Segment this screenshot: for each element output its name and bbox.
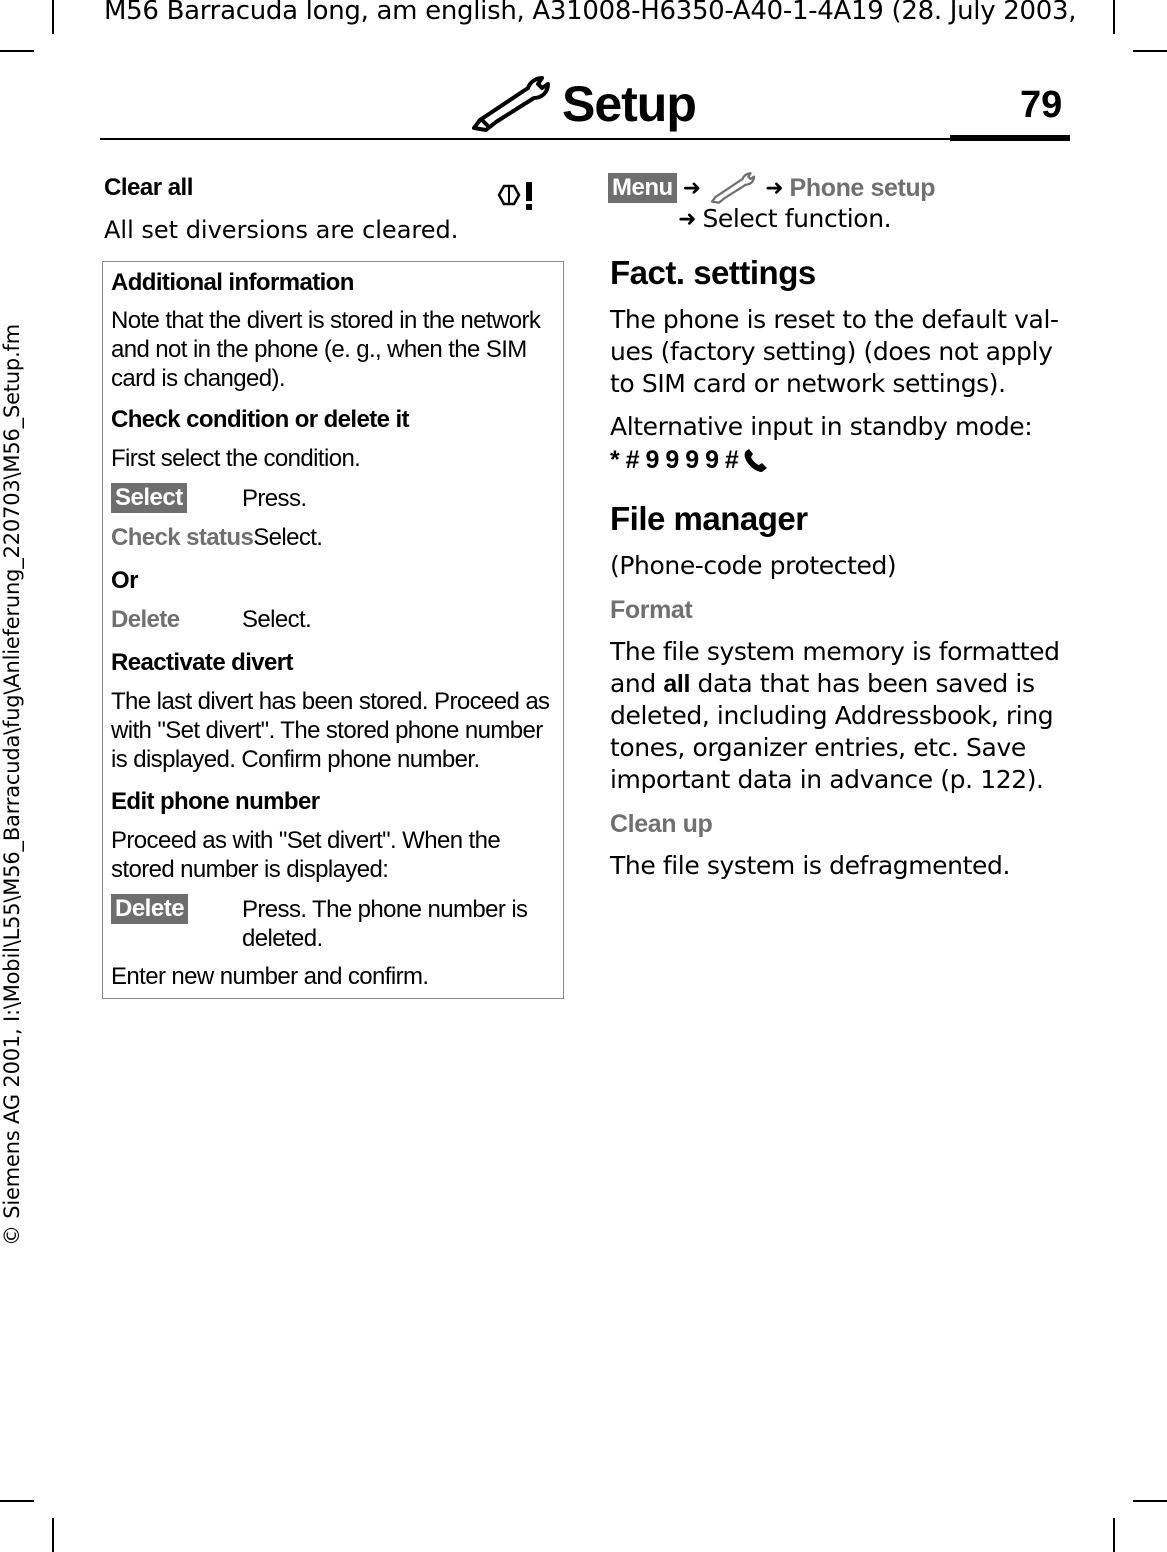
delete-row: [111, 605, 555, 634]
phone-code-protected: (Phone-code protected): [610, 551, 897, 580]
check-heading: Check condition or delete it: [111, 406, 409, 433]
crop-mark: [1113, 0, 1115, 34]
check-intro: First select the condition.: [111, 445, 361, 472]
page-title-text: Setup: [562, 76, 696, 132]
delete-softkey-desc: Press. The phone number is deleted.: [242, 896, 528, 952]
clean-up-text: The file system is defragmented.: [610, 851, 1011, 880]
reactivate-text: The last divert has been stored. Proceed as with "Set divert". The stored phone number is displayed. Confirm phone number.: [111, 688, 550, 773]
call-key-icon: [741, 447, 771, 475]
crop-mark: [52, 1518, 54, 1552]
delete-softkey-row: [111, 894, 555, 953]
format-text-post: data that has been saved is deleted, including Addressbook, ring tones, organizer entries, etc. Save important data in advance (p. 122).: [610, 669, 1054, 794]
crop-mark: [1133, 50, 1167, 52]
fact-settings-heading: Fact. settings: [610, 254, 816, 291]
crop-mark: [0, 50, 34, 52]
factory-code: [610, 446, 771, 475]
delete-desc: Select.: [242, 606, 312, 633]
factory-code-text: * # 9 9 9 9 #: [610, 446, 739, 474]
page-number: 79: [1020, 84, 1063, 126]
phone-setup-option[interactable]: Phone setup: [789, 173, 936, 202]
header-rule: [100, 138, 1070, 140]
file-manager-heading: File manager: [610, 500, 808, 537]
clear-all-heading: Clear all: [104, 174, 193, 201]
select-softkey[interactable]: Select: [111, 483, 187, 513]
select-function-text: Select function.: [702, 204, 892, 233]
select-row: [111, 483, 555, 513]
alt-input-text: Alternative input in standby mode:: [610, 412, 1033, 441]
arrow-icon: ➜: [678, 206, 697, 232]
crop-mark: [1133, 1500, 1167, 1502]
crop-mark: [52, 0, 54, 34]
delete-option[interactable]: Delete: [111, 606, 180, 633]
side-copyright-text: © Siemens AG 2001, I:\Mobil\L55\M56_Barracuda\fug\Anlieferung_220703\M56_Setup.fm: [0, 324, 24, 1246]
arrow-icon: ➜: [682, 175, 702, 201]
fact-settings-text: The phone is reset to the default val-ues (factory setting) (does not apply to SIM card or network settings).: [610, 305, 1059, 398]
running-header: M56 Barracuda long, am english, A31008-H6350-A40-1-4A19 (28. July 2003,: [104, 0, 1077, 26]
network-service-icon: [496, 180, 540, 214]
page-title: [470, 72, 696, 136]
clean-up-heading: Clean up: [610, 810, 713, 838]
format-text: [610, 636, 1068, 796]
info-title: Additional information: [111, 269, 354, 296]
check-status-option[interactable]: Check status: [111, 524, 254, 551]
navigation-path: [608, 172, 1070, 234]
edit-heading: Edit phone number: [111, 788, 320, 815]
info-intro: Note that the divert is stored in the network and not in the phone (e. g., when the SIM card is changed).: [111, 307, 541, 392]
edit-text: Proceed as with "Set divert". When the stored number is displayed:: [111, 827, 501, 883]
clear-all-text: All set diversions are cleared.: [104, 216, 459, 244]
wrench-icon: [707, 171, 759, 205]
menu-softkey[interactable]: Menu: [608, 173, 677, 203]
crop-mark: [1113, 1518, 1115, 1552]
check-status-row: [111, 523, 555, 552]
format-text-bold: all: [663, 670, 690, 698]
reactivate-heading: Reactivate divert: [111, 649, 293, 676]
enter-new-text: Enter new number and confirm.: [111, 963, 429, 990]
arrow-icon: ➜: [765, 175, 784, 201]
wrench-icon: [470, 74, 552, 134]
format-heading: Format: [610, 596, 693, 624]
format-text-pre: The file system memory is formatted and: [610, 637, 1060, 698]
header-rule-thick: [950, 135, 1070, 141]
additional-info-box: [102, 261, 564, 999]
delete-softkey[interactable]: Delete: [111, 894, 188, 924]
check-status-desc: Select.: [253, 524, 323, 551]
or-label: Or: [111, 567, 138, 594]
crop-mark: [0, 1500, 34, 1502]
select-desc: Press.: [242, 485, 307, 512]
